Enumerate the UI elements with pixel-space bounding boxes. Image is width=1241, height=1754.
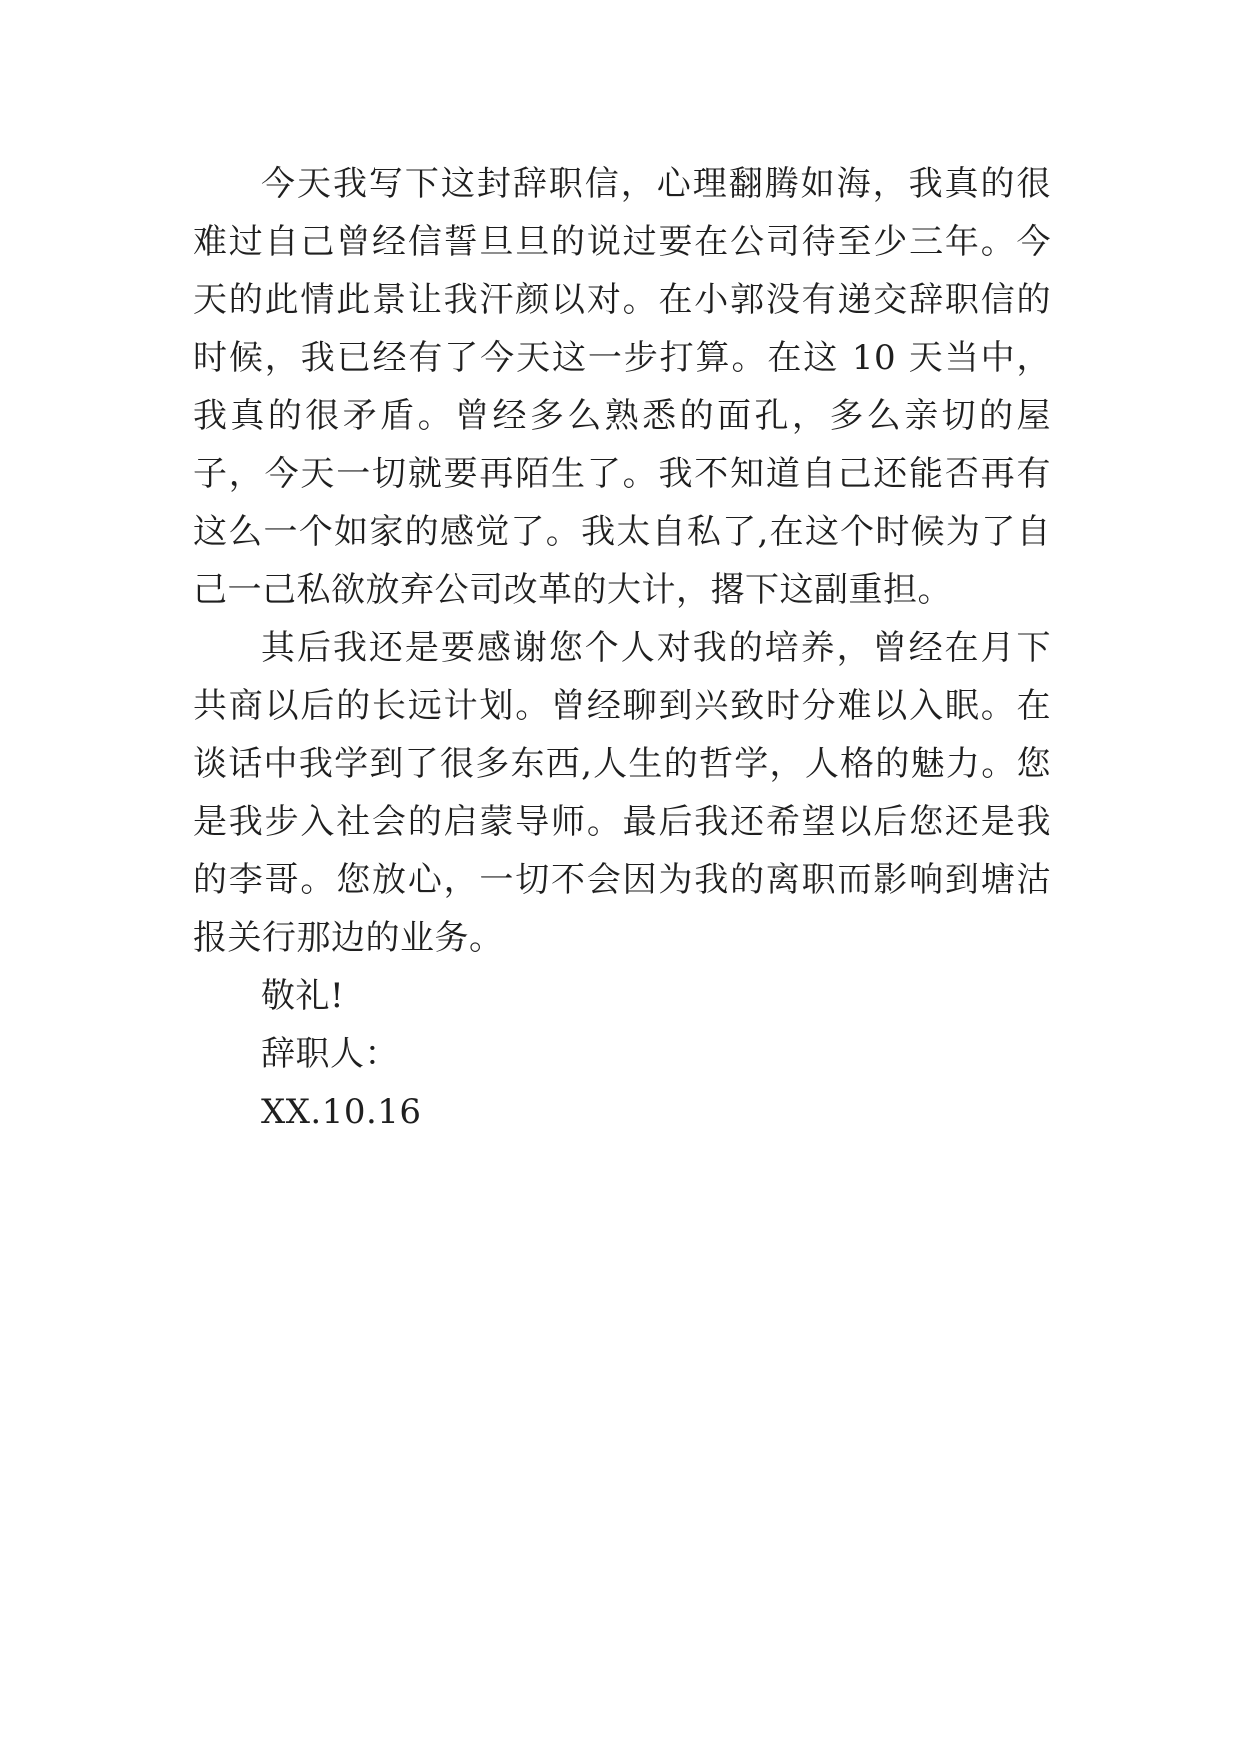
paragraph-1: 今天我写下这封辞职信，心理翻腾如海，我真的很难过自己曾经信誓旦旦的说过要在公司待至少三年。今天的此情此景让我汗颜以对。在小郭没有递交辞职信的时候，我已经有了今天这一步打算。在这 10 天当中，我真的很矛盾。曾经多么熟悉的面孔，多么亲切的屋子，今天一切就要再陌生了。我不知道自己还能否再有这么一个如家的感觉了。我太自私了,在这个时候为了自己一己私欲放弃公司改革的大计，撂下这副重担。 (193, 164, 1051, 610)
letter-date: XX.10.16 (261, 1092, 422, 1132)
letter-body (193, 155, 1051, 1141)
paragraph-2: 其后我还是要感谢您个人对我的培养，曾经在月下共商以后的长远计划。曾经聊到兴致时分难以入眠。在谈话中我学到了很多东西,人生的哲学，人格的魅力。您是我步入社会的启蒙导师。最后我还希望以后您还是我的李哥。您放心，一切不会因为我的离职而影响到塘沽报关行那边的业务。 (193, 628, 1051, 958)
signature-label: 辞职人： (261, 1034, 399, 1074)
closing-salutation: 敬礼! (261, 976, 345, 1016)
